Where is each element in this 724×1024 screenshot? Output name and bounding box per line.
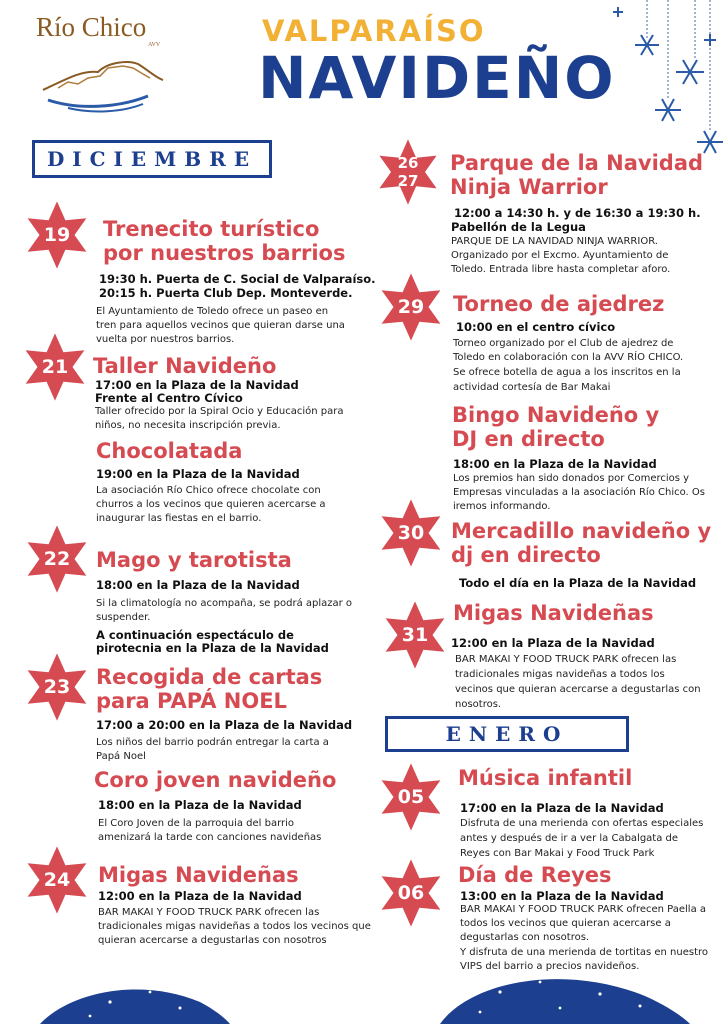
event-title: Bingo Navideño y bbox=[452, 403, 660, 427]
event-description: vecinos que quieran acercarse a degustarlas con bbox=[455, 684, 701, 695]
day-number: 19 bbox=[43, 224, 71, 246]
event-description: Si la climatología no acompaña, se podrá aplazar o bbox=[96, 598, 353, 609]
day-badge bbox=[376, 498, 446, 568]
event-title: para PAPÁ NOEL bbox=[96, 689, 287, 713]
event-description: Toledo. Entrada libre hasta completar aforo. bbox=[451, 264, 671, 275]
event-location: 17:00 en la Plaza de la Navidad bbox=[460, 801, 664, 815]
event-description: churros a los vecinos que quieren acercarse a bbox=[96, 499, 326, 510]
event-location: 18:00 en la Plaza de la Navidad bbox=[453, 457, 657, 471]
day-number: 24 bbox=[43, 869, 71, 891]
event-title: DJ en directo bbox=[452, 427, 605, 451]
event-title: Migas Navideñas bbox=[453, 601, 654, 625]
event-title: Taller Navideño bbox=[93, 354, 277, 378]
logo-mountain-icon bbox=[38, 48, 168, 118]
day-badge bbox=[376, 272, 446, 342]
day-badge bbox=[380, 600, 450, 670]
day-number: 23 bbox=[43, 676, 71, 698]
day-badge bbox=[22, 200, 92, 270]
event-description: Los niños del barrio podrán entregar la carta a bbox=[96, 737, 329, 748]
event-description: inaugurar las fiestas en el barrio. bbox=[96, 513, 262, 524]
day-badge bbox=[22, 524, 92, 594]
event-location: 20:15 h. Puerta Club Dep. Monteverde. bbox=[99, 286, 353, 300]
event-description: Torneo organizado por el Club de ajedrez de bbox=[453, 338, 674, 349]
event-location: 17:00 en la Plaza de la Navidad bbox=[95, 378, 299, 392]
event-description: Papá Noel bbox=[96, 751, 146, 762]
event-description: BAR MAKAI Y FOOD TRUCK PARK ofrecen las bbox=[455, 654, 677, 665]
event-description: El Ayuntamiento de Toledo ofrece un paseo en bbox=[96, 306, 329, 317]
event-description: Taller ofrecido por la Spiral Ocio y Educación para bbox=[95, 406, 344, 417]
day-badge bbox=[22, 845, 92, 915]
event-description: VIPS del barrio a precios navideños. bbox=[460, 961, 640, 972]
event-title: Recogida de cartas bbox=[96, 665, 323, 689]
day-badge bbox=[376, 858, 446, 928]
event-title: Día de Reyes bbox=[458, 863, 612, 887]
event-description: actividad cortesía de Bar Makai bbox=[453, 382, 611, 393]
event-title: Coro joven navideño bbox=[94, 768, 337, 792]
day-number bbox=[374, 138, 442, 206]
event-location: 18:00 en la Plaza de la Navidad bbox=[96, 578, 300, 592]
event-description: antes y después de ir a ver la Cabalgata de bbox=[460, 833, 679, 844]
event-location: Pabellón de la Legua bbox=[451, 220, 586, 234]
event-location: 13:00 en la Plaza de la Navidad bbox=[460, 889, 664, 903]
logo-name: Río Chico bbox=[36, 12, 147, 42]
day-badge bbox=[22, 652, 92, 722]
day-number: 21 bbox=[41, 356, 69, 378]
day-number-1: 26 bbox=[397, 154, 419, 172]
day-number: 06 bbox=[397, 882, 425, 904]
snowflake-icon bbox=[600, 0, 724, 165]
event-title: Ninja Warrior bbox=[450, 175, 608, 199]
event-location: 12:00 en la Plaza de la Navidad bbox=[98, 889, 302, 903]
event-description: PARQUE DE LA NAVIDAD NINJA WARRIOR. bbox=[451, 236, 658, 247]
hills-decoration bbox=[0, 972, 724, 1024]
event-description: La asociación Río Chico ofrece chocolate con bbox=[96, 485, 321, 496]
event-location: 19:00 en la Plaza de la Navidad bbox=[96, 467, 300, 481]
event-title: Torneo de ajedrez bbox=[453, 292, 665, 316]
event-description: todos los vecinos que quieran acercarse a bbox=[460, 918, 671, 929]
event-extra: A continuación espectáculo de bbox=[96, 628, 294, 642]
logo bbox=[30, 8, 175, 123]
event-location: Todo el día en la Plaza de la Navidad bbox=[459, 576, 697, 590]
event-description: Y disfruta de una merienda de tortitas en nuestro bbox=[460, 947, 709, 958]
month-december: DICIEMBRE bbox=[32, 140, 272, 178]
event-location: 12:00 a 14:30 h. y de 16:30 a 19:30 h. bbox=[454, 206, 701, 220]
day-number: 05 bbox=[397, 786, 425, 808]
event-title: por nuestros barrios bbox=[103, 241, 346, 265]
event-location: 10:00 en el centro cívico bbox=[456, 320, 616, 334]
event-description: BAR MAKAI Y FOOD TRUCK PARK ofrecen Paella a bbox=[460, 904, 707, 915]
day-number-2: 27 bbox=[397, 172, 419, 190]
event-title: Música infantil bbox=[458, 766, 633, 790]
event-description: Los premios han sido donados por Comercios y bbox=[453, 473, 690, 484]
event-location: Frente al Centro Cívico bbox=[95, 391, 243, 405]
event-description: amenizará la tarde con canciones navideñas bbox=[98, 832, 322, 843]
month-january: ENERO bbox=[385, 716, 629, 752]
event-description: suspender. bbox=[96, 612, 151, 623]
event-description: BAR MAKAI Y FOOD TRUCK PARK ofrecen las bbox=[98, 907, 320, 918]
event-description: El Coro Joven de la parroquia del barrio bbox=[98, 818, 295, 829]
event-location: 19:30 h. Puerta de C. Social de Valparaíso. bbox=[99, 272, 376, 286]
event-title: dj en directo bbox=[451, 543, 601, 567]
event-description: vuelta por nuestros barrios. bbox=[96, 334, 235, 345]
event-title: Migas Navideñas bbox=[98, 863, 299, 887]
event-description: Organizado por el Excmo. Ayuntamiento de bbox=[451, 250, 669, 261]
day-number: 30 bbox=[397, 522, 425, 544]
event-description: iremos informando. bbox=[453, 501, 551, 512]
event-description: tradicionales migas navideñas a todos los bbox=[455, 669, 665, 680]
event-description: degustarlas con nosotros. bbox=[460, 932, 590, 943]
day-number: 31 bbox=[401, 624, 429, 646]
event-title: Parque de la Navidad bbox=[450, 151, 704, 175]
event-location: 18:00 en la Plaza de la Navidad bbox=[98, 798, 302, 812]
event-extra: pirotecnia en la Plaza de la Navidad bbox=[96, 641, 329, 655]
event-description: tren para aquellos vecinos que quieran darse una bbox=[96, 320, 345, 331]
day-badge bbox=[376, 762, 446, 832]
event-title: Chocolatada bbox=[96, 439, 243, 463]
event-description: Disfruta de una merienda con ofertas especiales bbox=[460, 818, 704, 829]
event-title: Mercadillo navideño y bbox=[451, 519, 712, 543]
day-number: 29 bbox=[397, 296, 425, 318]
day-number: 22 bbox=[43, 548, 71, 570]
event-description: quieran acercarse a degustarlas con nosotros bbox=[98, 935, 327, 946]
event-description: niños, no necesita inscripción previa. bbox=[95, 420, 281, 431]
event-description: nosotros. bbox=[455, 699, 502, 710]
day-badge bbox=[20, 332, 90, 402]
title-line1: VALPARAÍSO bbox=[262, 14, 486, 48]
event-location: 17:00 a 20:00 en la Plaza de la Navidad bbox=[96, 718, 353, 732]
event-description: Empresas vinculadas a la asociación Río Chico. Os bbox=[453, 487, 705, 498]
event-location: 12:00 en la Plaza de la Navidad bbox=[451, 636, 655, 650]
event-title: Mago y tarotista bbox=[96, 548, 292, 572]
event-title: Trenecito turístico bbox=[103, 217, 320, 241]
event-description: Reyes con Bar Makai y Food Truck Park bbox=[460, 848, 655, 859]
logo-sub: AVV bbox=[148, 42, 161, 48]
event-description: Toledo en colaboración con la AVV RÍO CHICO. bbox=[453, 352, 684, 363]
title-line2: NAVIDEÑO bbox=[258, 44, 616, 112]
event-description: tradicionales migas navideñas a todos los vecinos que bbox=[98, 921, 371, 932]
day-badge bbox=[374, 138, 442, 206]
event-description: Se ofrece botella de agua a los inscritos en la bbox=[453, 367, 681, 378]
